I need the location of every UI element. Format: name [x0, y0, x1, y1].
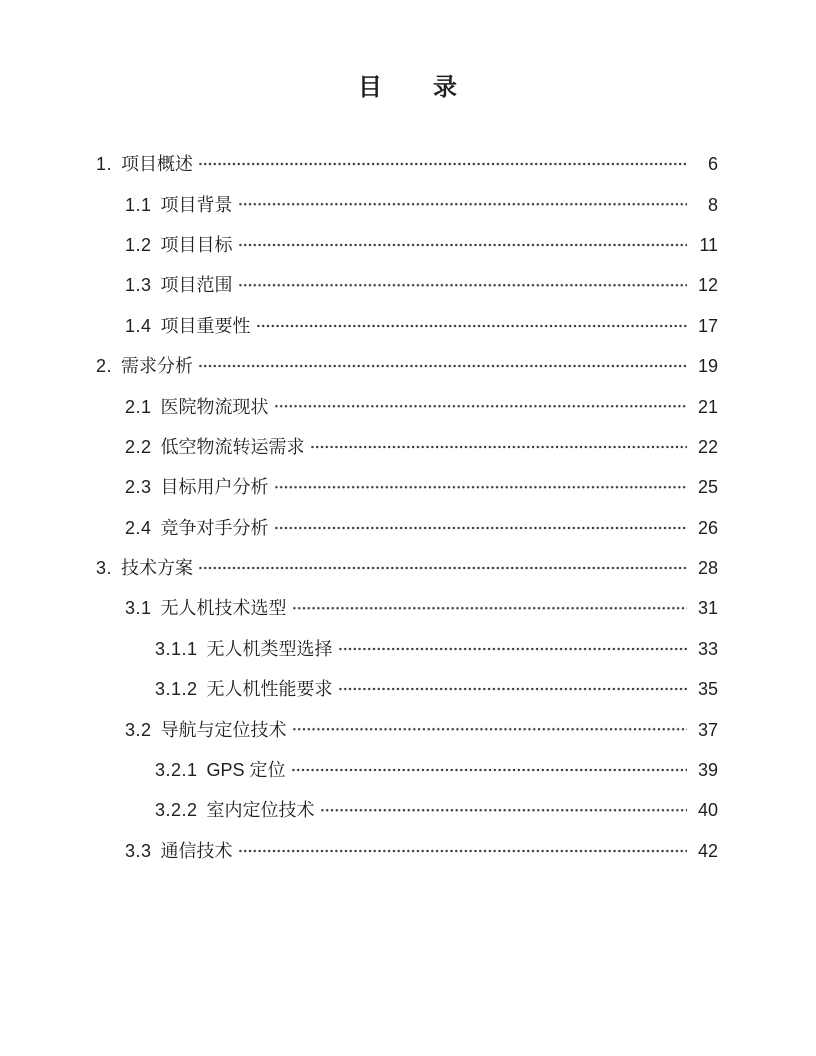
toc-entry-page: 37 — [697, 719, 718, 740]
toc-dot-leader — [198, 144, 687, 184]
toc-dot-leader — [338, 669, 687, 709]
toc-entry-number: 3.2 — [125, 719, 152, 740]
toc-entry-number: 2.1 — [125, 396, 152, 417]
toc-entry-page: 8 — [707, 194, 718, 215]
toc-entry-page: 42 — [697, 840, 718, 861]
toc-dot-leader — [274, 386, 687, 426]
toc-entry[interactable] — [96, 184, 718, 224]
toc-entry-label: 技术方案 — [121, 558, 194, 579]
toc-entry[interactable] — [96, 144, 718, 184]
toc-dot-leader — [274, 508, 687, 548]
toc-entry-label: 导航与定位技术 — [160, 719, 287, 740]
toc-dot-leader — [338, 629, 687, 669]
toc-entry-label: 项目背景 — [160, 194, 233, 215]
toc-entry[interactable] — [96, 386, 718, 426]
toc-entry-number: 3.1.2 — [155, 679, 198, 700]
toc-entry-number: 2.2 — [125, 436, 152, 457]
toc-entry-label: 低空物流转运需求 — [160, 436, 305, 457]
toc-entry[interactable] — [96, 427, 718, 467]
toc-entry-page: 28 — [697, 558, 718, 579]
toc-entry-page: 31 — [697, 598, 718, 619]
toc-entry-number: 1.2 — [125, 234, 152, 255]
toc-dot-leader — [292, 709, 687, 749]
toc-entry-number: 2.3 — [125, 477, 152, 498]
toc-entry-label: 室内定位技术 — [206, 800, 315, 821]
toc-entry-page: 19 — [697, 356, 718, 377]
toc-entry-number: 3.2.2 — [155, 800, 198, 821]
toc-entry-number: 3. — [96, 558, 113, 579]
toc-entry[interactable] — [96, 629, 718, 669]
toc-list — [96, 144, 718, 871]
toc-title: 目 录 — [358, 74, 458, 101]
toc-entry-label: 通信技术 — [160, 840, 233, 861]
toc-entry[interactable] — [96, 669, 718, 709]
toc-entry-label: 医院物流现状 — [160, 396, 269, 417]
toc-dot-leader — [310, 427, 687, 467]
toc-entry-number: 1. — [96, 154, 113, 175]
toc-entry[interactable] — [96, 548, 718, 588]
toc-entry-page: 26 — [697, 517, 718, 538]
toc-entry-number: 3.1.1 — [155, 638, 198, 659]
toc-entry-label: 无人机性能要求 — [206, 679, 333, 700]
toc-entry[interactable] — [96, 467, 718, 507]
toc-entry-number: 3.3 — [125, 840, 152, 861]
toc-entry-page: 21 — [697, 396, 718, 417]
toc-entry-page: 22 — [697, 436, 718, 457]
toc-entry-page: 35 — [697, 679, 718, 700]
toc-entry-label: 无人机类型选择 — [206, 638, 333, 659]
toc-entry[interactable] — [96, 790, 718, 830]
toc-entry-number: 3.2.1 — [155, 760, 198, 781]
toc-entry-number: 2. — [96, 356, 113, 377]
toc-entry-number: 3.1 — [125, 598, 152, 619]
toc-dot-leader — [256, 306, 687, 346]
toc-entry-label: 项目概述 — [121, 154, 194, 175]
toc-dot-leader — [292, 588, 687, 628]
toc-entry[interactable] — [96, 508, 718, 548]
toc-entry-label: 项目目标 — [160, 234, 233, 255]
toc-entry[interactable] — [96, 750, 718, 790]
toc-entry-label: 竞争对手分析 — [160, 517, 269, 538]
toc-entry-label: 需求分析 — [121, 356, 194, 377]
toc-entry-page: 40 — [697, 800, 718, 821]
toc-entry[interactable] — [96, 831, 718, 871]
toc-dot-leader — [238, 225, 687, 265]
toc-entry-label: 项目重要性 — [160, 315, 251, 336]
toc-entry[interactable] — [96, 265, 718, 305]
toc-dot-leader — [198, 346, 687, 386]
toc-entry-page: 17 — [697, 315, 718, 336]
toc-entry[interactable] — [96, 709, 718, 749]
toc-entry-number: 2.4 — [125, 517, 152, 538]
toc-entry-label: 目标用户分析 — [160, 477, 269, 498]
toc-entry-page: 11 — [699, 234, 718, 255]
toc-entry-label: 项目范围 — [160, 275, 233, 296]
toc-entry-page: 6 — [707, 154, 718, 175]
toc-entry-page: 33 — [697, 638, 718, 659]
toc-dot-leader — [320, 790, 687, 830]
toc-entry-label: GPS 定位 — [206, 760, 286, 781]
toc-dot-leader — [198, 548, 687, 588]
toc-entry-label: 无人机技术选型 — [160, 598, 287, 619]
toc-entry-page: 39 — [697, 760, 718, 781]
toc-entry[interactable] — [96, 306, 718, 346]
toc-entry[interactable] — [96, 225, 718, 265]
toc-entry[interactable] — [96, 346, 718, 386]
toc-entry-number: 1.1 — [125, 194, 152, 215]
toc-entry-page: 25 — [697, 477, 718, 498]
toc-entry[interactable] — [96, 588, 718, 628]
toc-dot-leader — [238, 184, 687, 224]
toc-entry-number: 1.3 — [125, 275, 152, 296]
toc-dot-leader — [291, 750, 687, 790]
toc-dot-leader — [238, 831, 687, 871]
toc-entry-page: 12 — [697, 275, 718, 296]
toc-entry-number: 1.4 — [125, 315, 152, 336]
toc-dot-leader — [274, 467, 687, 507]
toc-dot-leader — [238, 265, 687, 305]
